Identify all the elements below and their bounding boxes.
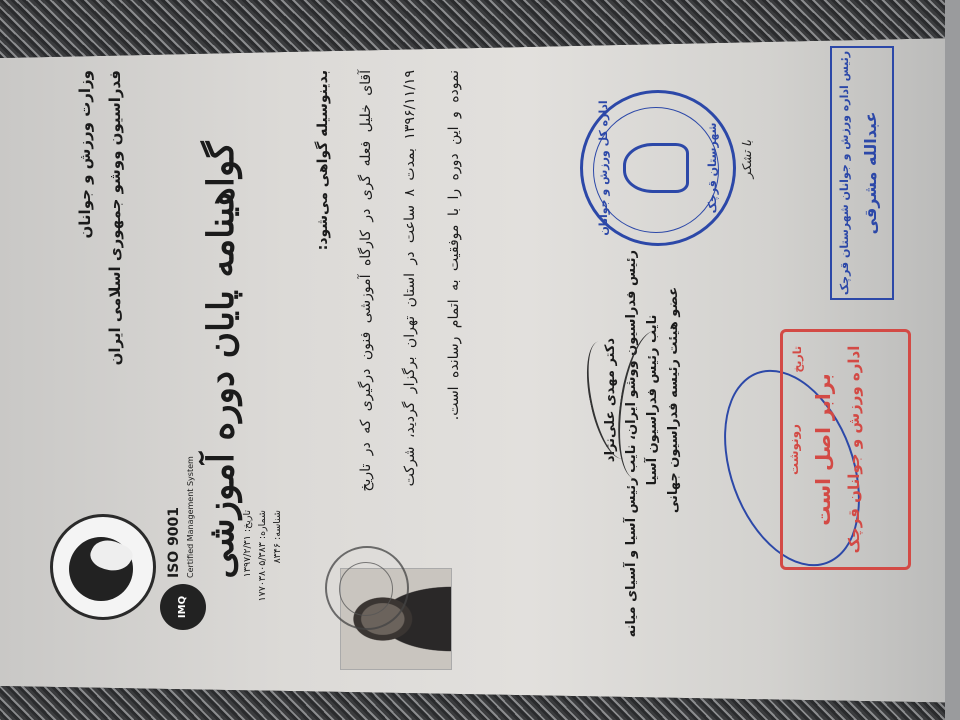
issue-number: شماره: ۱۷۷۰۳۸۰۵/۳۸۳ [257, 510, 268, 602]
red-stamp-date-label: تاریخ [791, 346, 804, 373]
certificate-line-1: آقای خلیل فعله گری در کارگاه آموزشی فنون درگیری که در تاریخ [358, 70, 374, 492]
red-stamp-top: رونوشت [787, 424, 801, 475]
federation-name: فدراسیون ووشو جمهوری اسلامی ایران [106, 70, 124, 366]
issuer-header [70, 70, 130, 400]
certificate-page [40, 30, 920, 690]
iso-subtitle: Certified Management System [186, 456, 195, 578]
certificate-line-2: ۱۳۹۶/۱۱/۱۹ بمدت ۸ ساعت در استان تهران برگزار گردید، شرکت [402, 70, 418, 487]
holder-photo [340, 560, 490, 670]
ministry-name: وزارت ورزش و جوانان [76, 70, 94, 239]
certificate-title: گواهینامه پایان دوره آموزشی [200, 141, 242, 579]
signatory-role-2: نایب رئیس فدراسیون آسیا [645, 314, 660, 486]
red-stamp-main: برابر اصل است [811, 373, 835, 526]
signatory-name: دکتر مهدی علی‌نژاد [603, 337, 618, 463]
handwritten-note: با تشکر [740, 140, 754, 179]
issue-info [240, 510, 285, 670]
certificate-intro: بدینوسیله گواهی می‌شود: [315, 70, 331, 251]
issue-date: تاریخ: ۱۳۹۷/۲/۳۱ [242, 510, 253, 578]
blue-stamp-bottom-text: شهرستان قرچک [706, 122, 719, 214]
blue-rect-name: عبدالله مشرقی [861, 111, 880, 235]
iran-emblem-icon [623, 143, 689, 193]
photo-seal-icon [325, 546, 409, 630]
blue-rect-title: رئیس اداره ورزش و جوانان شهرستان قرچک [838, 50, 851, 296]
blue-stamp-top-text: اداره کل ورزش و جوانان [597, 100, 610, 236]
red-stamp-bottom: اداره ورزش و جوانان قرچک [845, 345, 863, 554]
iso-label: ISO 9001 [166, 506, 182, 578]
signatory-role-1: رئیس فدراسیون ووشو ایران، نایب رئیس آسیا و آسیای میانه [624, 250, 639, 638]
certificate-line-3: نموده و این دوره را با موفقیت به اتمام رسانده است. [446, 70, 462, 421]
certificate-border-bottom [0, 686, 960, 720]
iso-brand-icon: IMQ [160, 584, 206, 630]
blue-round-stamp [580, 90, 736, 246]
signatory-role-3: عضو هیئت رئیسه فدراسیون جهانی [666, 286, 681, 514]
red-copy-stamp [780, 329, 911, 570]
wushu-federation-logo-icon [50, 514, 156, 620]
signatory-block [600, 250, 684, 638]
issue-id: شناسه: ۸۳۴۶ [272, 510, 283, 564]
paper-edge-right [945, 0, 960, 720]
blue-rect-stamp [830, 46, 894, 300]
